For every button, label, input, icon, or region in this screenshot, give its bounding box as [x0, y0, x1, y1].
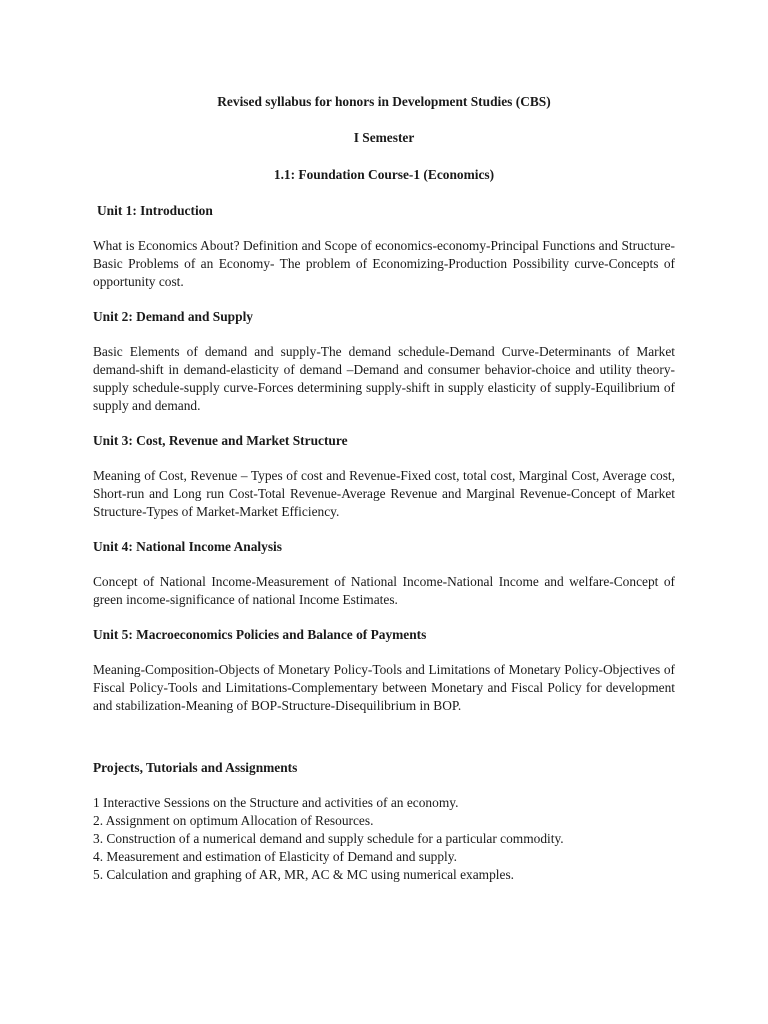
- projects-list: [93, 794, 675, 884]
- unit-2-heading: Unit 2: Demand and Supply: [93, 309, 253, 324]
- unit-1-heading: Unit 1: Introduction: [97, 203, 213, 218]
- unit-4-heading: Unit 4: National Income Analysis: [93, 539, 282, 554]
- list-item: 4. Measurement and estimation of Elasticity of Demand and supply.: [93, 849, 457, 864]
- document-title: Revised syllabus for honors in Development Studies (CBS): [217, 94, 551, 109]
- semester-label: I Semester: [353, 130, 415, 145]
- document-page: [93, 93, 675, 884]
- list-item: 2. Assignment on optimum Allocation of Resources.: [93, 813, 374, 828]
- unit-3-heading: Unit 3: Cost, Revenue and Market Structure: [93, 433, 348, 448]
- unit-1-text: What is Economics About? Definition and Scope of economics-economy-Principal Functions and Structure-Basic Problems of an Economy- The problem of Economizing-Production Possibility curve-Concepts of opportunity cost.: [93, 238, 675, 289]
- list-item: 1 Interactive Sessions on the Structure and activities of an economy.: [93, 795, 459, 810]
- list-item: 5. Calculation and graphing of AR, MR, AC & MC using numerical examples.: [93, 867, 515, 882]
- unit-5-heading: Unit 5: Macroeconomics Policies and Balance of Payments: [93, 627, 427, 642]
- projects-heading: Projects, Tutorials and Assignments: [93, 760, 298, 775]
- unit-5-text: Meaning-Composition-Objects of Monetary Policy-Tools and Limitations of Monetary Policy-Objectives of Fiscal Policy-Tools and Limitations-Complementary between Monetary and Fiscal Policy for development and stabilization-Meaning of BOP-Structure-Disequilibrium in BOP.: [93, 662, 675, 713]
- unit-4-text: Concept of National Income-Measurement of National Income-National Income and welfare-Concept of green income-significance of national Income Estimates.: [93, 574, 675, 607]
- unit-2-text: Basic Elements of demand and supply-The demand schedule-Demand Curve-Determinants of Market demand-shift in demand-elasticity of demand –Demand and consumer behavior-choice and utility theory-supply schedule-supply curve-Forces determining supply-shift in supply elasticity of supply-Equilibrium of supply and demand.: [93, 344, 675, 413]
- course-title: 1.1: Foundation Course-1 (Economics): [273, 167, 495, 182]
- list-item: 3. Construction of a numerical demand and supply schedule for a particular commodity.: [93, 831, 564, 846]
- unit-3-text: Meaning of Cost, Revenue – Types of cost and Revenue-Fixed cost, total cost, Marginal Cost, Average cost, Short-run and Long run Cost-Total Revenue-Average Revenue and Marginal Revenue-Concept of Market Structure-Types of Market-Market Efficiency.: [93, 468, 675, 519]
